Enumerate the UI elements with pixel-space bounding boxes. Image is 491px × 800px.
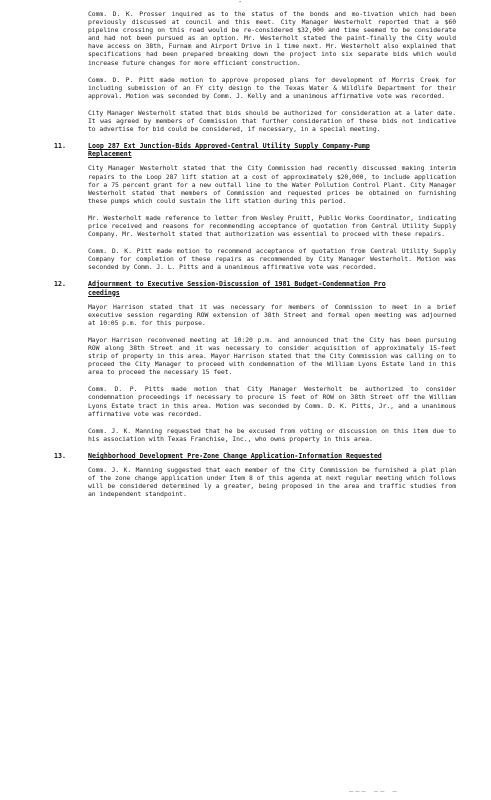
item-title-continued: Replacement [88,150,132,159]
item-title-continued: ceedings [88,288,120,297]
paragraph: City Manager Westerholt stated that bids should be authorized for consideration at a later date. It was agreed by members of Commission that further consideration of these bids not indicative to advertise for bid could be considered, if necessary, in a special meeting. [88,108,456,134]
paragraph: Mr. Westerholt made reference to letter from Wesley Pruitt, Public Works Coordinator, indicating price received and reasons for recommending acceptance of quotation from Central Utility Supply Company. Mr. Westerholt stated that authorization was essential to proceed with these repairs. [88,213,456,239]
item-number: 11. [54,142,66,151]
agenda-item-12-heading [54,280,456,297]
item-title: Loop 287 Ext Junction-Bids Approved-Central Utility Supply Company-Pump [88,142,370,151]
paragraph: Comm. D. P. Pitts made motion that City Manager Westerholt be authorized to consider condemnation proceedings if necessary to procure 15 feet of ROW on 38th Street off the William Lyons Estate tract in this area. Motion was seconded by Comm. D. K. Pitts, Jr., and a unanimous affirmative vote was recorded. [88,385,456,418]
paragraph: Comm. J. K. Manning requested that he be excused from voting or discussion on this item due to his association with Texas Franchise, Inc., who owns property in this area. [88,426,456,443]
page-marker: - [238,0,243,6]
item-title: Adjournment to Executive Session-Discussion of 1981 Budget-Condemnation Pro [88,280,386,289]
paragraph: Comm. D. K. Pitt made motion to recommend acceptance of quotation from Central Utility Supply Company for completion of these repairs as recommended by City Manager Westerholt. Motion was seconded by Comm. J. L. Pitts and a unanimous affirmative vote was recorded. [88,247,456,272]
paragraph: Comm. D. K. Prosser inquired as to the status of the bonds and mo-tivation which had been previously discussed at council and this meet. City Manager Westerholt reported that a $60 pipeline crossing on this road would be re-considered $32,000 and time seemed to be considerate and had not been pursued as an option. Mr. Westerholt stated the paint-finally the City would have access on 38th, Furnam and Airport Drive in 1 time next. Mr. Westerholt also explained that specifications had been prepared breaking down the project into six separate bids which would increase future changes for more efficient construction. [88,10,456,67]
paragraph: City Manager Westerholt stated that the City Commission had recently discussed making interim repairs to the Loop 287 lift station at a cost of approximately $20,000, to include application for a 75 percent grant for a new outfall line to the Water Pollution Control Plant. City Manager Westerholt stated that members of Commission and requested prices be obtained on furnishing these pumps which could sustain the lift station during this period. [88,164,456,205]
agenda-item-11-heading [54,142,456,159]
item-number: 12. [54,280,66,289]
paragraph: Comm. J. K. Manning suggested that each member of the City Commission be furnished a plat plan of the zone change application under Item 8 of this agenda at next regular meeting which follows will be considered determined ly a greater, being proposed in the area and traffic studies from an independent standpoint. [88,466,456,499]
paragraph: Mayor Harrison stated that it was necessary for members of Commission to meet in a brief executive session regarding ROW extension of 38th Street and formal open meeting was adjourned at 10:05 p.m. for this purpose. [88,302,456,327]
item-title: Neighborhood Development Pre-Zone Change Application-Information Requested [88,451,382,460]
minutes-body [0,10,491,507]
item-number: 13. [54,451,66,460]
agenda-item-13-heading [54,451,456,460]
paragraph: Mayor Harrison reconvened meeting at 10:20 p.m. and announced that the City has been pursuing ROW along 38th Street and it was necessary to consider acquisition of approximately 15-feet strip of property in this area. Mayor Harrison stated that the City Commission was calling on to proceed the City Manager to proceed with condemnation of the William Lyons Estate land in this area to proceed the necessary 15 feet. [88,335,456,377]
footer-mark: ___ __ _ [349,784,399,792]
paragraph: Comm. D. P. Pitt made motion to approve proposed plans for development of Morris Creek for including submission of an FY city design to the Texas Water & Wildlife Department for their approval. Motion was seconded by Comm. J. Kelly and a unanimous affirmative vote was recorded. [88,75,456,100]
